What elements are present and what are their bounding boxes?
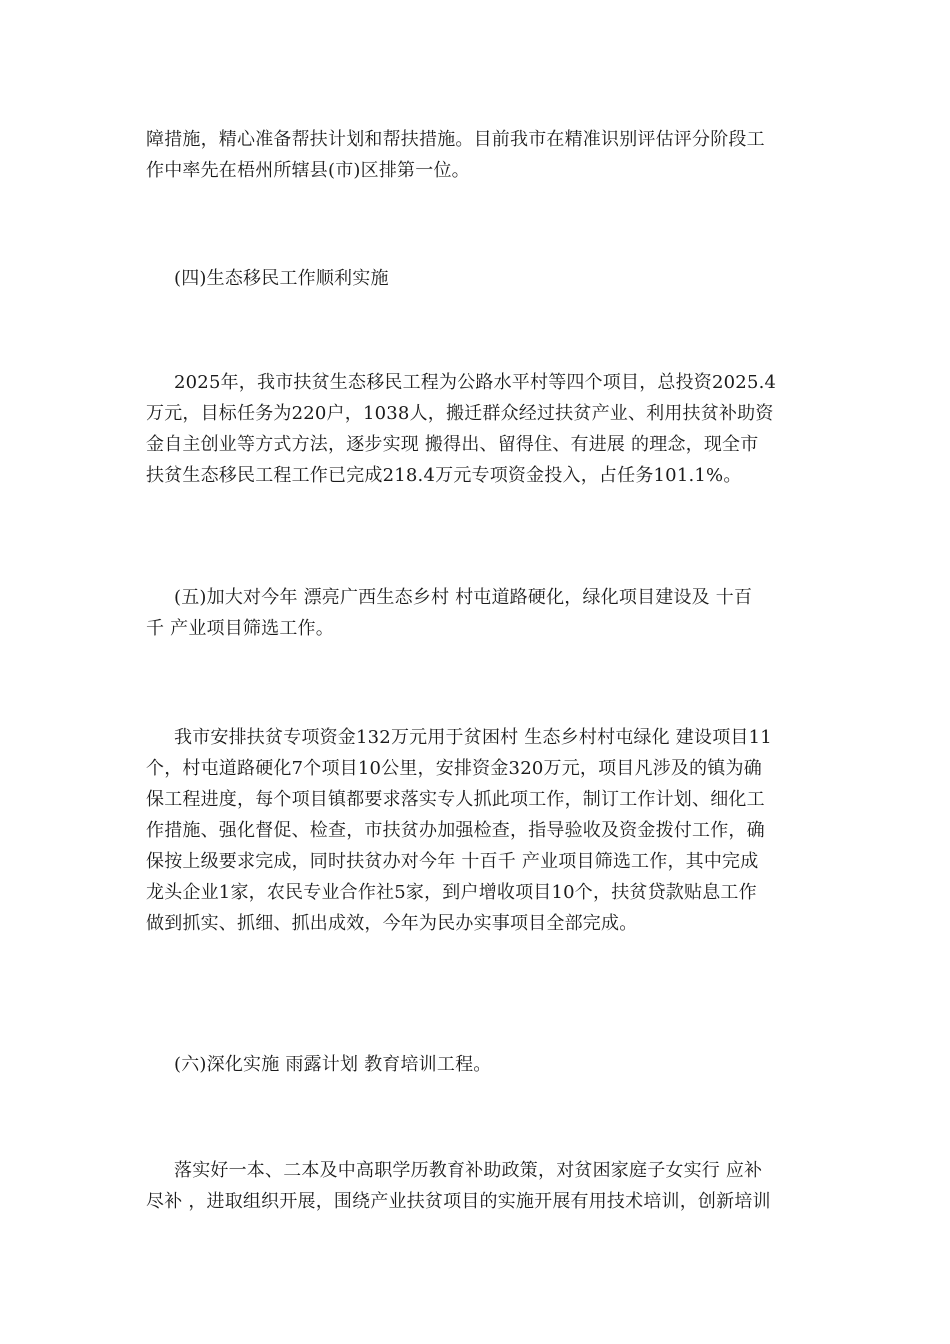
text-line: 金自主创业等方式方法，逐步实现 搬得出、留得住、有进展 的理念，现全市 — [146, 434, 759, 455]
text-line: 扶贫生态移民工程工作已完成218.4万元专项资金投入，占任务101.1%。 — [146, 465, 742, 486]
section-heading-6 — [146, 1049, 810, 1080]
text-line: 保工程进度，每个项目镇都要求落实专人抓此项工作，制订工作计划、细化工 — [146, 789, 765, 810]
text-line: 万元，目标任务为220户，1038人，搬迁群众经过扶贫产业、利用扶贫补助资 — [146, 403, 774, 424]
section-heading-5 — [146, 582, 810, 644]
text-line: 个，村屯道路硬化7个项目10公里，安排资金320万元，项目凡涉及的镇为确 — [146, 758, 762, 779]
heading-line: (四)生态移民工作顺利实施 — [174, 268, 389, 289]
text-line: 保按上级要求完成，同时扶贫办对今年 十百千 产业项目筛选工作，其中完成 — [146, 851, 759, 872]
section-heading-4 — [146, 263, 810, 294]
text-line: 障措施，精心准备帮扶计划和帮扶措施。目前我市在精准识别评估评分阶段工 — [146, 129, 765, 150]
text-line: 龙头企业1家，农民专业合作社5家，到户增收项目10个，扶贫贷款贴息工作 — [146, 882, 757, 903]
paragraph-continuation — [146, 124, 810, 186]
text-line: 做到抓实、抓细、抓出成效，今年为民办实事项目全部完成。 — [146, 913, 638, 934]
text-line: 我市安排扶贫专项资金132万元用于贫困村 生态乡村村屯绿化 建设项目11 — [174, 727, 772, 748]
heading-line: (六)深化实施 雨露计划 教育培训工程。 — [174, 1054, 492, 1075]
text-line: 2025年，我市扶贫生态移民工程为公路水平村等四个项目，总投资2025.4 — [174, 372, 777, 393]
text-line: 落实好一本、二本及中高职学历教育补助政策，对贫困家庭子女实行 应补 — [174, 1160, 763, 1181]
heading-line: (五)加大对今年 漂亮广西生态乡村 村屯道路硬化，绿化项目建设及 十百 — [174, 587, 753, 608]
paragraph-education — [146, 1155, 810, 1217]
paragraph-funding — [146, 722, 810, 939]
text-line: 尽补 ，进取组织开展，围绕产业扶贫项目的实施开展有用技术培训，创新培训 — [146, 1191, 771, 1212]
heading-line: 千 产业项目筛选工作。 — [146, 618, 334, 639]
text-line: 作中率先在梧州所辖县(市)区排第一位。 — [146, 160, 470, 181]
text-line: 作措施、强化督促、检查，市扶贫办加强检查，指导验收及资金拨付工作，确 — [146, 820, 765, 841]
paragraph-eco-migration — [146, 367, 810, 491]
